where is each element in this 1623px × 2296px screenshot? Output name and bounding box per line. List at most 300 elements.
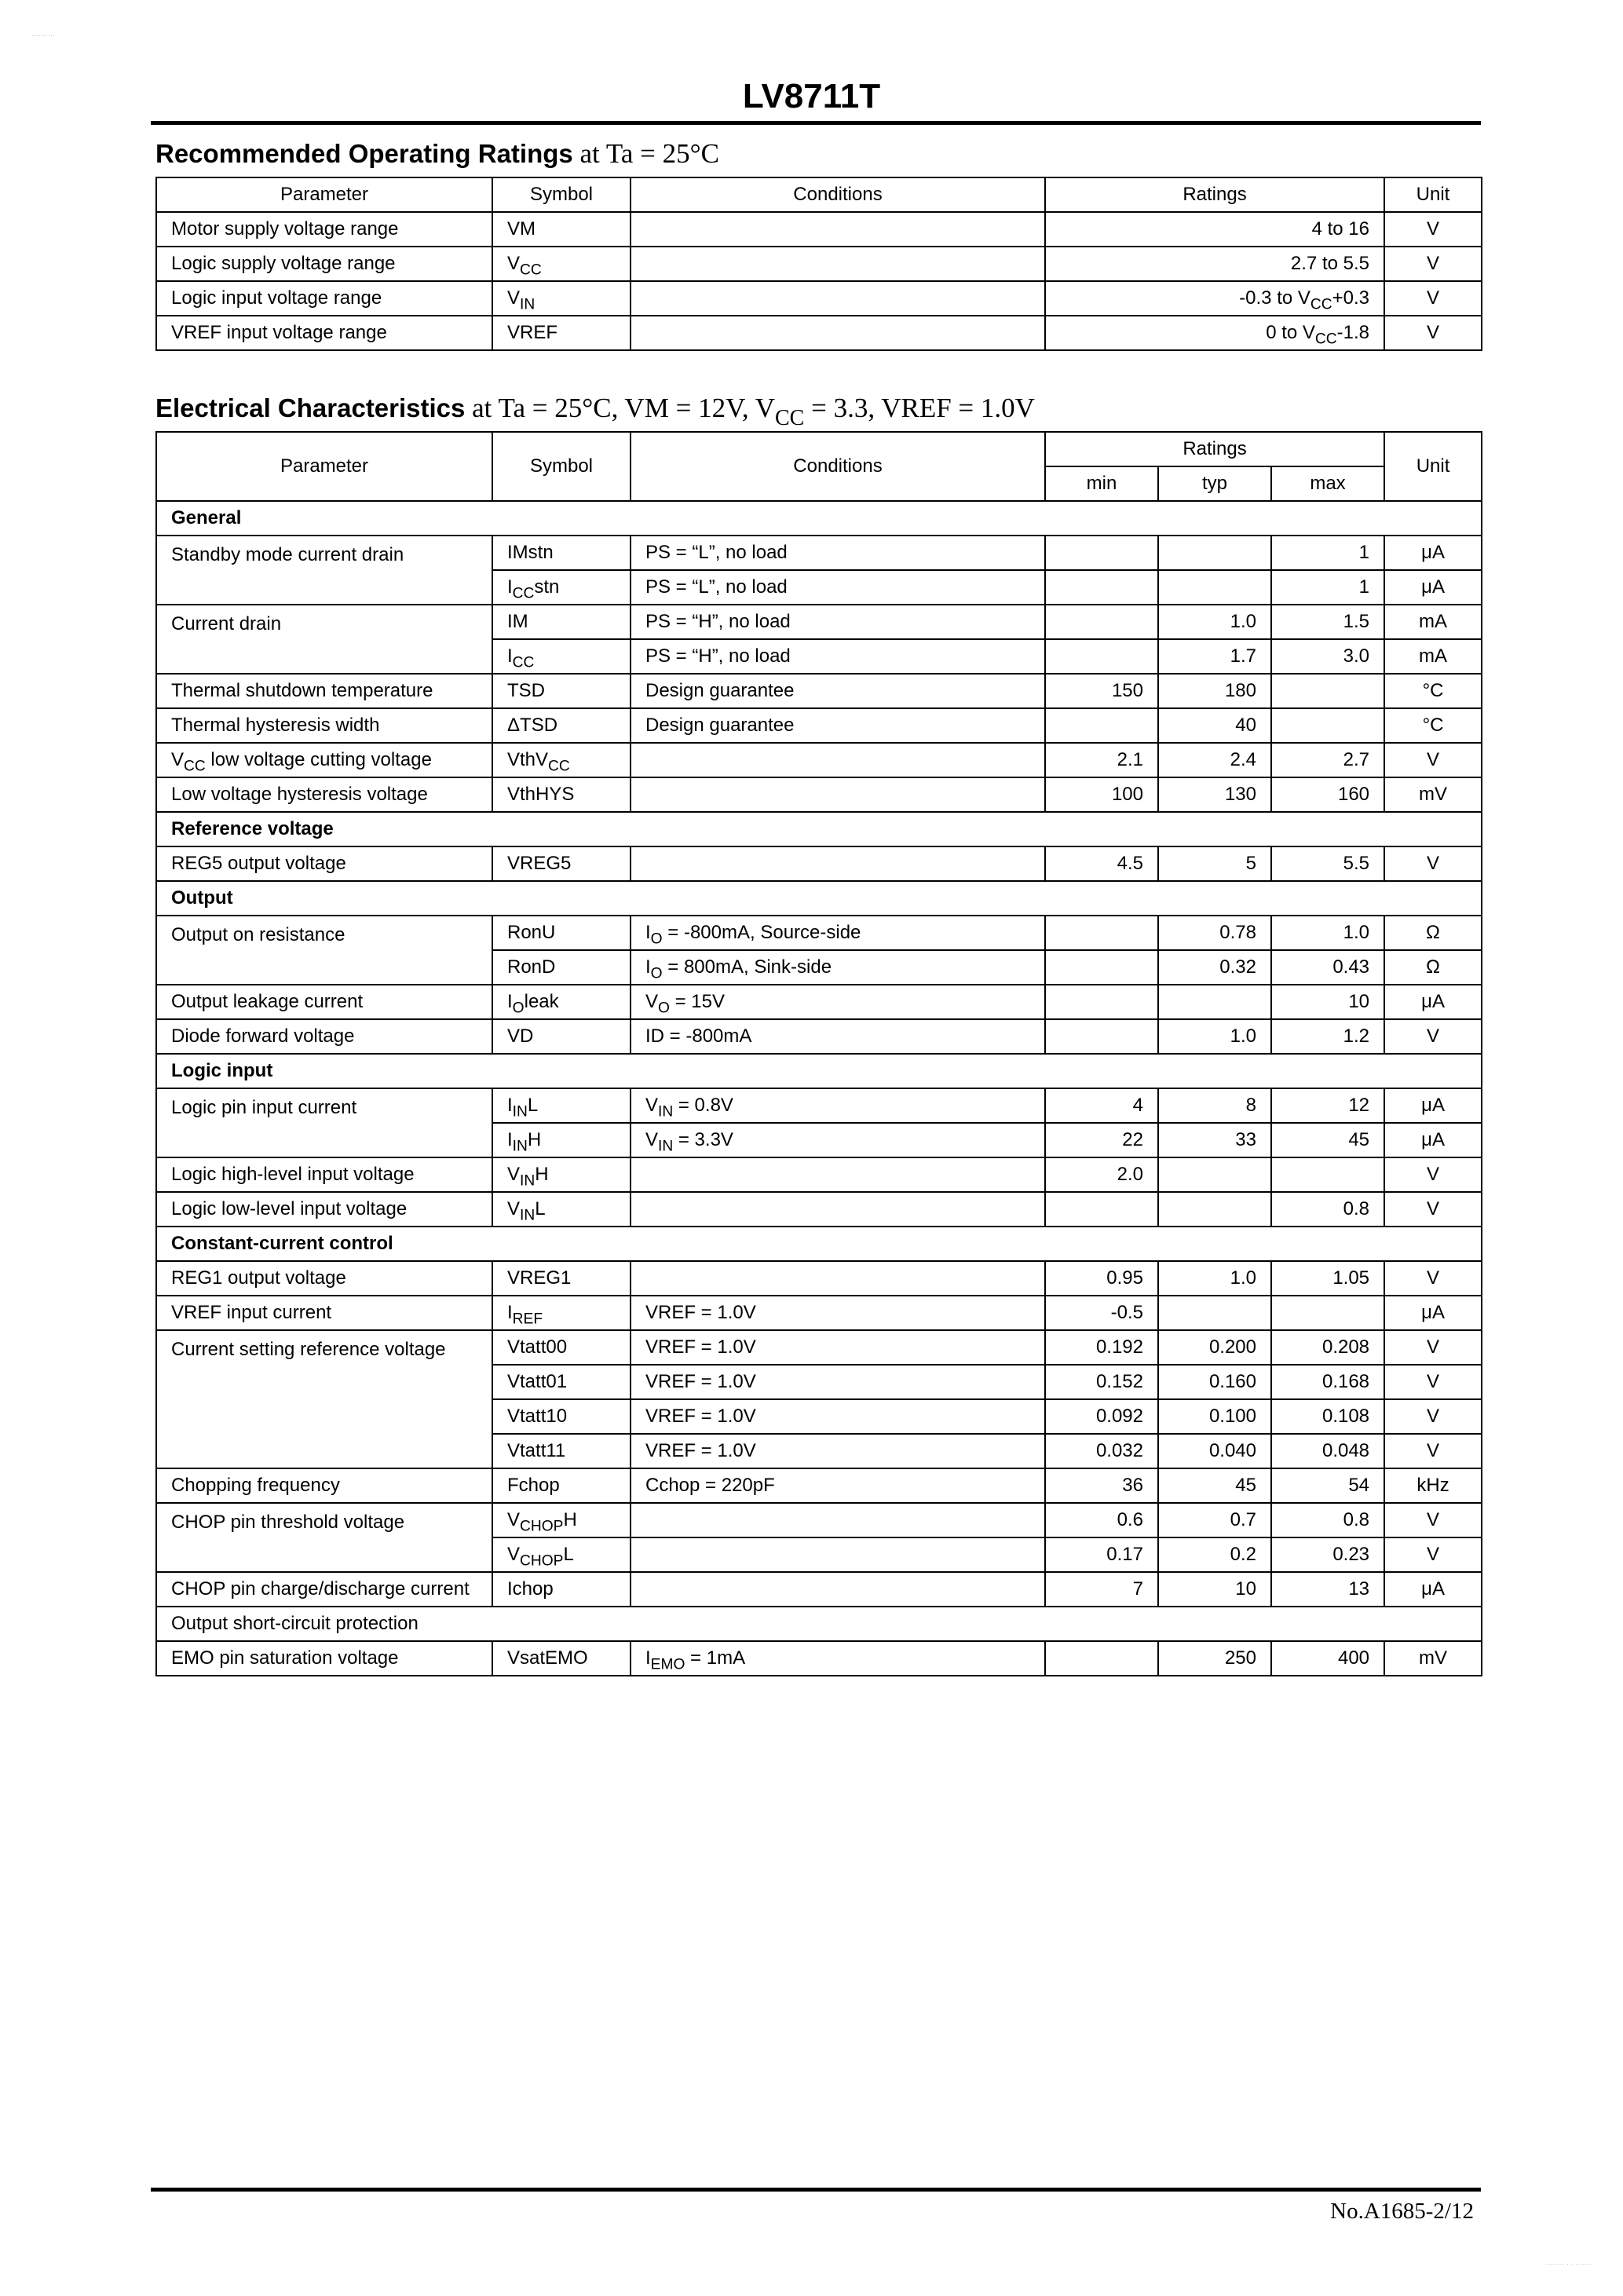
cell-conditions: [631, 985, 1045, 1019]
cell-symbol: [492, 570, 631, 605]
symbol-sub: CC: [520, 261, 542, 279]
cell-symbol: IMstn: [492, 536, 631, 570]
cell-symbol: RonD: [492, 950, 631, 985]
cell-min: 2.1: [1045, 743, 1158, 777]
cell-typ: 33: [1158, 1123, 1271, 1157]
ratings-post: -1.8: [1336, 322, 1369, 343]
recommended-table: [155, 177, 1482, 351]
cell-parameter: Motor supply voltage range: [156, 212, 492, 247]
cell-conditions: [631, 1157, 1045, 1192]
cell-conditions: PS = “L”, no load: [631, 570, 1045, 605]
cell-symbol: VREG1: [492, 1261, 631, 1296]
ratings-pre: 0 to V: [1266, 322, 1315, 343]
ratings-post: +0.3: [1332, 287, 1369, 309]
cell-max: [1271, 1157, 1384, 1192]
group-output: Output: [156, 881, 1482, 916]
table-row: [156, 1330, 1482, 1365]
symbol-post: stn: [534, 576, 560, 598]
cell-min: [1045, 1641, 1158, 1676]
cond-pre: V: [645, 1129, 659, 1150]
symbol-main: I: [507, 1129, 513, 1150]
cell-max: 12: [1271, 1088, 1384, 1123]
cell-unit: °C: [1384, 708, 1482, 743]
cell-unit: μA: [1384, 1296, 1482, 1330]
cell-conditions: [631, 846, 1045, 881]
parameter-pre: V: [171, 749, 185, 770]
cell-max: [1271, 708, 1384, 743]
electrical-cond-pre: at Ta = 25°C, VM = 12V, V: [465, 393, 775, 423]
cell-typ: 10: [1158, 1572, 1271, 1607]
table-row: [156, 605, 1482, 639]
cell-min: 4: [1045, 1088, 1158, 1123]
cell-typ: 45: [1158, 1468, 1271, 1503]
electrical-table: [155, 431, 1482, 1676]
cell-conditions: PS = “H”, no load: [631, 639, 1045, 674]
cell-parameter: Current drain: [156, 605, 492, 674]
symbol-post: L: [563, 1544, 574, 1565]
table-row: [156, 1019, 1482, 1054]
table-row: [156, 985, 1482, 1019]
cell-unit: mA: [1384, 605, 1482, 639]
table-row: [156, 743, 1482, 777]
cell-conditions: [631, 916, 1045, 950]
table-row: [156, 1192, 1482, 1227]
cell-min: [1045, 605, 1158, 639]
cell-max: 1: [1271, 570, 1384, 605]
symbol-post: L: [527, 1095, 539, 1116]
cell-conditions: Design guarantee: [631, 708, 1045, 743]
cond-post: = 0.8V: [673, 1095, 733, 1116]
cell-parameter: Logic pin input current: [156, 1088, 492, 1157]
cell-conditions: [631, 281, 1045, 316]
cell-parameter: Current setting reference voltage: [156, 1330, 492, 1468]
cell-typ: [1158, 536, 1271, 570]
table-row: [156, 536, 1482, 570]
corner-mark-bottom: ········ · · ·······: [1545, 2260, 1592, 2268]
table-header-row: [156, 432, 1482, 466]
header-unit: Unit: [1384, 177, 1482, 212]
cell-min: 36: [1045, 1468, 1158, 1503]
symbol-sub: CC: [512, 654, 535, 671]
cell-unit: V: [1384, 281, 1482, 316]
cell-unit: mA: [1384, 639, 1482, 674]
cell-parameter: Output on resistance: [156, 916, 492, 985]
cell-conditions: PS = “H”, no load: [631, 605, 1045, 639]
cell-min: 4.5: [1045, 846, 1158, 881]
cell-ratings: [1045, 316, 1384, 350]
cell-min: [1045, 536, 1158, 570]
cell-unit: V: [1384, 316, 1482, 350]
cell-unit: V: [1384, 1503, 1482, 1537]
group-row: [156, 1227, 1482, 1261]
cell-symbol: [492, 1123, 631, 1157]
electrical-cond-post: = 3.3, VREF = 1.0V: [804, 393, 1035, 423]
cell-symbol: RonU: [492, 916, 631, 950]
cell-min: -0.5: [1045, 1296, 1158, 1330]
cell-symbol: VREG5: [492, 846, 631, 881]
cell-unit: V: [1384, 1330, 1482, 1365]
cell-min: [1045, 1019, 1158, 1054]
cell-typ: 0.78: [1158, 916, 1271, 950]
header-rule: [151, 121, 1481, 125]
cell-typ: 0.040: [1158, 1434, 1271, 1468]
cell-parameter: Chopping frequency: [156, 1468, 492, 1503]
cell-symbol: [492, 281, 631, 316]
symbol-post: H: [563, 1509, 577, 1530]
cond-sub: O: [650, 930, 663, 948]
cell-max: 0.43: [1271, 950, 1384, 985]
cell-ratings: 4 to 16: [1045, 212, 1384, 247]
cell-max: 1.05: [1271, 1261, 1384, 1296]
cell-parameter: REG5 output voltage: [156, 846, 492, 881]
group-general: General: [156, 501, 1482, 536]
cell-unit: V: [1384, 1537, 1482, 1572]
cell-typ: [1158, 1192, 1271, 1227]
cell-max: 0.8: [1271, 1192, 1384, 1227]
cell-unit: V: [1384, 1261, 1482, 1296]
cell-symbol: VM: [492, 212, 631, 247]
cell-typ: 0.7: [1158, 1503, 1271, 1537]
cell-conditions: [631, 212, 1045, 247]
cell-conditions: [631, 777, 1045, 812]
table-row: [156, 1088, 1482, 1123]
cell-unit: Ω: [1384, 916, 1482, 950]
cell-min: 0.17: [1045, 1537, 1158, 1572]
cell-parameter: Logic high-level input voltage: [156, 1157, 492, 1192]
cell-unit: μA: [1384, 1123, 1482, 1157]
cell-max: 1.0: [1271, 916, 1384, 950]
cell-conditions: [631, 1261, 1045, 1296]
table-row: [156, 708, 1482, 743]
symbol-sub: IN: [520, 1207, 536, 1224]
cell-unit: μA: [1384, 570, 1482, 605]
cell-min: 0.6: [1045, 1503, 1158, 1537]
group-row: [156, 501, 1482, 536]
group-reference: Reference voltage: [156, 812, 1482, 846]
cell-parameter: CHOP pin threshold voltage: [156, 1503, 492, 1572]
symbol-sub: IN: [512, 1103, 528, 1121]
table-row: [156, 316, 1482, 350]
cell-conditions: VREF = 1.0V: [631, 1399, 1045, 1434]
cell-typ: 0.160: [1158, 1365, 1271, 1399]
electrical-condition: [465, 393, 1035, 430]
cell-typ: [1158, 1157, 1271, 1192]
header-ratings: Ratings: [1045, 432, 1384, 466]
cell-max: 400: [1271, 1641, 1384, 1676]
cell-max: 2.7: [1271, 743, 1384, 777]
cell-parameter: Thermal hysteresis width: [156, 708, 492, 743]
cond-post: = 3.3V: [673, 1129, 733, 1150]
cond-sub: O: [650, 965, 663, 982]
cell-typ: 5: [1158, 846, 1271, 881]
cell-unit: μA: [1384, 985, 1482, 1019]
cond-post: = 1mA: [685, 1647, 746, 1669]
cell-symbol: Fchop: [492, 1468, 631, 1503]
page-title: LV8711T: [742, 77, 881, 115]
cell-conditions: [631, 1537, 1045, 1572]
cell-min: [1045, 950, 1158, 985]
header-conditions: Conditions: [631, 177, 1045, 212]
cell-max: [1271, 1296, 1384, 1330]
table-row: [156, 1157, 1482, 1192]
cond-post: = -800mA, Source-side: [662, 922, 861, 943]
cell-max: 10: [1271, 985, 1384, 1019]
cell-symbol: VD: [492, 1019, 631, 1054]
cell-typ: 1.0: [1158, 1019, 1271, 1054]
table-row: [156, 281, 1482, 316]
symbol-main: I: [507, 1095, 513, 1116]
cell-max: 0.23: [1271, 1537, 1384, 1572]
cell-typ: 2.4: [1158, 743, 1271, 777]
recommended-heading: [155, 138, 719, 170]
cell-unit: μA: [1384, 1088, 1482, 1123]
cell-parameter: VREF input voltage range: [156, 316, 492, 350]
cell-ratings: 2.7 to 5.5: [1045, 247, 1384, 281]
symbol-main: V: [507, 287, 521, 309]
cell-parameter: CHOP pin charge/discharge current: [156, 1572, 492, 1607]
cell-symbol: Vtatt11: [492, 1434, 631, 1468]
cell-conditions: [631, 1123, 1045, 1157]
cell-unit: V: [1384, 1399, 1482, 1434]
cell-max: 0.108: [1271, 1399, 1384, 1434]
symbol-main: V: [507, 1164, 521, 1185]
table-row: [156, 1261, 1482, 1296]
symbol-main: I: [507, 645, 513, 667]
symbol-post: H: [535, 1164, 549, 1185]
cell-symbol: VsatEMO: [492, 1641, 631, 1676]
cell-ratings: [1045, 281, 1384, 316]
cond-pre: I: [645, 956, 651, 978]
cell-symbol: ΔTSD: [492, 708, 631, 743]
cell-symbol: [492, 1296, 631, 1330]
cell-conditions: Cchop = 220pF: [631, 1468, 1045, 1503]
cell-min: [1045, 708, 1158, 743]
cond-pre: V: [645, 1095, 659, 1116]
cell-unit: kHz: [1384, 1468, 1482, 1503]
cell-symbol: Vtatt00: [492, 1330, 631, 1365]
symbol-sub: CC: [512, 585, 535, 602]
table-row: [156, 916, 1482, 950]
cell-conditions: [631, 1503, 1045, 1537]
cell-min: 0.032: [1045, 1434, 1158, 1468]
cell-min: [1045, 1192, 1158, 1227]
cell-max: 0.168: [1271, 1365, 1384, 1399]
cell-max: 1.2: [1271, 1019, 1384, 1054]
cell-symbol: TSD: [492, 674, 631, 708]
cell-conditions: [631, 247, 1045, 281]
symbol-sub: CC: [548, 758, 570, 775]
table-row: [156, 247, 1482, 281]
cond-pre: V: [645, 991, 659, 1012]
cell-min: 150: [1045, 674, 1158, 708]
cell-typ: 130: [1158, 777, 1271, 812]
group-row: [156, 1607, 1482, 1641]
recommended-condition: at Ta = 25°C: [572, 138, 719, 169]
cell-max: 0.208: [1271, 1330, 1384, 1365]
cell-symbol: [492, 1192, 631, 1227]
cond-sub: IN: [658, 1138, 674, 1155]
header-unit: Unit: [1384, 432, 1482, 501]
cell-conditions: [631, 743, 1045, 777]
cell-symbol: [492, 743, 631, 777]
symbol-sub: IN: [520, 296, 536, 313]
header-min: min: [1045, 466, 1158, 501]
table-row: [156, 777, 1482, 812]
cell-unit: V: [1384, 1192, 1482, 1227]
cell-symbol: [492, 247, 631, 281]
cell-parameter: Low voltage hysteresis voltage: [156, 777, 492, 812]
cell-typ: 1.0: [1158, 1261, 1271, 1296]
cell-min: [1045, 639, 1158, 674]
symbol-main: V: [507, 1544, 521, 1565]
symbol-sub: REF: [512, 1311, 543, 1328]
cell-max: 160: [1271, 777, 1384, 812]
cell-max: [1271, 674, 1384, 708]
header-symbol: Symbol: [492, 432, 631, 501]
cond-pre: I: [645, 1647, 651, 1669]
cell-unit: V: [1384, 846, 1482, 881]
cell-unit: V: [1384, 1365, 1482, 1399]
cell-symbol: VREF: [492, 316, 631, 350]
symbol-main: V: [507, 253, 521, 274]
cell-min: 22: [1045, 1123, 1158, 1157]
cell-symbol: Vtatt10: [492, 1399, 631, 1434]
cell-symbol: IM: [492, 605, 631, 639]
cell-typ: 0.200: [1158, 1330, 1271, 1365]
header-ratings: Ratings: [1045, 177, 1384, 212]
cell-unit: Ω: [1384, 950, 1482, 985]
cell-typ: [1158, 570, 1271, 605]
table-header-row: [156, 177, 1482, 212]
group-short-circuit: Output short-circuit protection: [156, 1607, 1482, 1641]
cond-post: = 800mA, Sink-side: [662, 956, 832, 978]
cell-typ: [1158, 1296, 1271, 1330]
cell-parameter: Diode forward voltage: [156, 1019, 492, 1054]
cell-conditions: [631, 950, 1045, 985]
ratings-pre: -0.3 to V: [1239, 287, 1310, 309]
cell-symbol: [492, 1537, 631, 1572]
cell-parameter: Logic low-level input voltage: [156, 1192, 492, 1227]
parameter-post: low voltage cutting voltage: [205, 749, 432, 770]
cell-max: 0.8: [1271, 1503, 1384, 1537]
cell-conditions: ID = -800mA: [631, 1019, 1045, 1054]
cell-parameter: EMO pin saturation voltage: [156, 1641, 492, 1676]
symbol-post: leak: [524, 991, 559, 1012]
page-number: No.A1685-2/12: [1330, 2199, 1474, 2224]
table-row: [156, 1468, 1482, 1503]
group-row: [156, 812, 1482, 846]
header-symbol: Symbol: [492, 177, 631, 212]
ratings-sub: CC: [1310, 296, 1332, 313]
cell-conditions: Design guarantee: [631, 674, 1045, 708]
cell-min: 2.0: [1045, 1157, 1158, 1192]
cell-parameter: VREF input current: [156, 1296, 492, 1330]
recommended-title: Recommended Operating Ratings: [155, 139, 573, 168]
cell-typ: 1.7: [1158, 639, 1271, 674]
cell-unit: μA: [1384, 1572, 1482, 1607]
cell-unit: V: [1384, 212, 1482, 247]
cell-symbol: [492, 1503, 631, 1537]
electrical-title: Electrical Characteristics: [155, 393, 466, 422]
cell-conditions: VREF = 1.0V: [631, 1434, 1045, 1468]
cell-typ: 40: [1158, 708, 1271, 743]
cell-parameter: REG1 output voltage: [156, 1261, 492, 1296]
cell-max: 0.048: [1271, 1434, 1384, 1468]
symbol-sub: CHOP: [520, 1518, 564, 1535]
ratings-sub: CC: [1314, 331, 1337, 348]
cell-symbol: Vtatt01: [492, 1365, 631, 1399]
header-parameter: Parameter: [156, 432, 492, 501]
cell-conditions: PS = “L”, no load: [631, 536, 1045, 570]
cell-typ: 250: [1158, 1641, 1271, 1676]
cell-conditions: VREF = 1.0V: [631, 1296, 1045, 1330]
parameter-sub: CC: [184, 758, 206, 775]
cell-parameter: Thermal shutdown temperature: [156, 674, 492, 708]
symbol-main: I: [507, 991, 513, 1012]
cell-typ: 0.2: [1158, 1537, 1271, 1572]
cell-typ: 1.0: [1158, 605, 1271, 639]
table-row: [156, 1503, 1482, 1537]
cell-parameter: Standby mode current drain: [156, 536, 492, 605]
cell-max: 1: [1271, 536, 1384, 570]
symbol-post: H: [527, 1129, 542, 1150]
cell-symbol: VthHYS: [492, 777, 631, 812]
cell-parameter: Output leakage current: [156, 985, 492, 1019]
cell-conditions: [631, 1192, 1045, 1227]
cell-symbol: [492, 1157, 631, 1192]
symbol-main: I: [507, 1302, 513, 1323]
cond-sub: O: [658, 1000, 670, 1017]
cond-post: = 15V: [669, 991, 726, 1012]
cell-parameter: Logic input voltage range: [156, 281, 492, 316]
cell-unit: V: [1384, 743, 1482, 777]
group-row: [156, 1054, 1482, 1088]
cell-symbol: [492, 639, 631, 674]
cell-min: 0.152: [1045, 1365, 1158, 1399]
symbol-post: L: [535, 1198, 546, 1219]
cell-typ: 8: [1158, 1088, 1271, 1123]
cond-sub: EMO: [650, 1656, 685, 1673]
symbol-sub: IN: [520, 1172, 536, 1190]
cond-pre: I: [645, 922, 651, 943]
table-row: [156, 674, 1482, 708]
symbol-main: V: [507, 1509, 521, 1530]
cell-max: 5.5: [1271, 846, 1384, 881]
cell-unit: mV: [1384, 777, 1482, 812]
cell-unit: V: [1384, 1157, 1482, 1192]
cell-symbol: Ichop: [492, 1572, 631, 1607]
symbol-main: VthV: [507, 749, 549, 770]
cell-conditions: VREF = 1.0V: [631, 1330, 1045, 1365]
cell-min: 0.092: [1045, 1399, 1158, 1434]
corner-mark: ··········: [31, 31, 55, 39]
symbol-sub: O: [512, 1000, 525, 1017]
cell-max: 1.5: [1271, 605, 1384, 639]
header-typ: typ: [1158, 466, 1271, 501]
cell-min: [1045, 985, 1158, 1019]
cell-conditions: [631, 1088, 1045, 1123]
cell-min: [1045, 570, 1158, 605]
header-parameter: Parameter: [156, 177, 492, 212]
symbol-main: I: [507, 576, 513, 598]
group-constant-current: Constant-current control: [156, 1227, 1482, 1261]
cell-max: 13: [1271, 1572, 1384, 1607]
cell-parameter: [156, 743, 492, 777]
group-logic: Logic input: [156, 1054, 1482, 1088]
cell-min: 0.192: [1045, 1330, 1158, 1365]
cell-conditions: [631, 316, 1045, 350]
header-conditions: Conditions: [631, 432, 1045, 501]
